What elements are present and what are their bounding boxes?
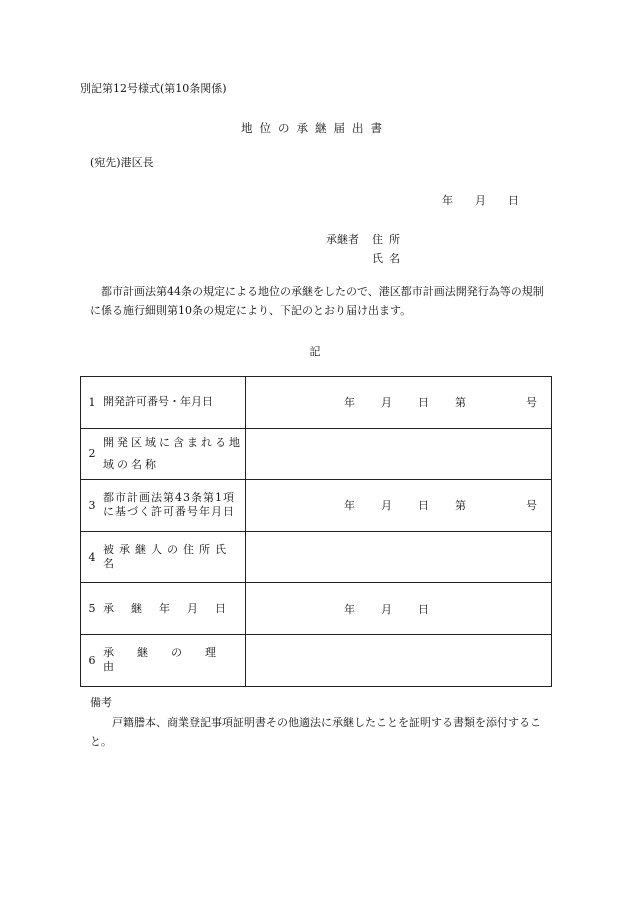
submission-date bbox=[442, 192, 519, 208]
ki-heading: 記 bbox=[309, 345, 321, 358]
value-go: 号 bbox=[526, 396, 537, 410]
row-label: 開発区域に含まれる地域の名称 bbox=[103, 435, 243, 471]
row-date-value bbox=[246, 601, 551, 617]
row-number: 1 bbox=[88, 395, 96, 409]
row-date-value bbox=[246, 497, 551, 513]
row-label-cell bbox=[81, 531, 246, 583]
date-month-label: 月 bbox=[475, 194, 486, 207]
date-year-label: 年 bbox=[442, 194, 453, 207]
row-value-cell[interactable] bbox=[246, 480, 552, 532]
row-number: 6 bbox=[88, 653, 96, 667]
name-label: 氏名 bbox=[372, 252, 406, 265]
table-row bbox=[81, 377, 552, 429]
row-label-cell bbox=[81, 377, 246, 429]
value-year: 年 bbox=[344, 499, 355, 513]
document-title: 地位の承継届出書 bbox=[241, 121, 389, 135]
row-label: 都市計画法第43条第1項に基づく許可番号年月日 bbox=[103, 491, 235, 519]
remarks-block bbox=[90, 713, 552, 751]
row-label: 承継年月日 bbox=[103, 601, 243, 615]
addressee: (宛先)港区長 bbox=[90, 156, 154, 169]
row-date-value bbox=[246, 394, 551, 410]
value-month: 月 bbox=[381, 602, 392, 616]
row-label: 開発許可番号・年月日 bbox=[103, 395, 213, 409]
date-day-label: 日 bbox=[508, 194, 519, 207]
row-label-cell bbox=[81, 428, 246, 480]
value-year: 年 bbox=[344, 396, 355, 410]
row-number: 4 bbox=[88, 550, 96, 564]
table-row bbox=[81, 583, 552, 635]
value-month: 月 bbox=[381, 499, 392, 513]
body-paragraph-block bbox=[90, 282, 552, 320]
row-label: 被承継人の住所氏名 bbox=[103, 543, 231, 571]
row-number: 2 bbox=[88, 447, 96, 461]
row-value-cell[interactable] bbox=[246, 634, 552, 686]
row-value-cell[interactable] bbox=[246, 377, 552, 429]
table-row bbox=[81, 428, 552, 480]
successor-label: 承継者 bbox=[326, 233, 359, 246]
value-year: 年 bbox=[344, 602, 355, 616]
value-month: 月 bbox=[381, 396, 392, 410]
row-value-cell[interactable] bbox=[246, 428, 552, 480]
items-table bbox=[80, 376, 552, 687]
row-label-cell bbox=[81, 480, 246, 532]
row-label: 承継の理由 bbox=[103, 646, 239, 674]
address-label: 住所 bbox=[372, 233, 406, 246]
value-day: 日 bbox=[418, 602, 429, 616]
body-paragraph: 都市計画法第44条の規定による地位の承継をしたので、港区都市計画法開発行為等の規制に係る施行細則第10条の規定により、下記のとおり届け出ます。 bbox=[90, 285, 544, 317]
form-number: 別記第12号様式(第10条関係) bbox=[80, 82, 227, 95]
row-label-cell bbox=[81, 634, 246, 686]
row-value-cell[interactable] bbox=[246, 531, 552, 583]
table-row bbox=[81, 480, 552, 532]
value-no: 第 bbox=[455, 396, 466, 410]
remarks-title: 備考 bbox=[90, 696, 112, 709]
row-value-cell[interactable] bbox=[246, 583, 552, 635]
remarks-text: 戸籍謄本、商業登記事項証明書その他適法に承継したことを証明する書類を添付すること。 bbox=[90, 716, 541, 748]
row-number: 5 bbox=[88, 602, 96, 616]
value-go: 号 bbox=[526, 499, 537, 513]
row-number: 3 bbox=[88, 498, 96, 512]
table-row bbox=[81, 634, 552, 686]
value-day: 日 bbox=[418, 499, 429, 513]
row-label-cell bbox=[81, 583, 246, 635]
table-row bbox=[81, 531, 552, 583]
value-day: 日 bbox=[418, 396, 429, 410]
value-no: 第 bbox=[455, 499, 466, 513]
